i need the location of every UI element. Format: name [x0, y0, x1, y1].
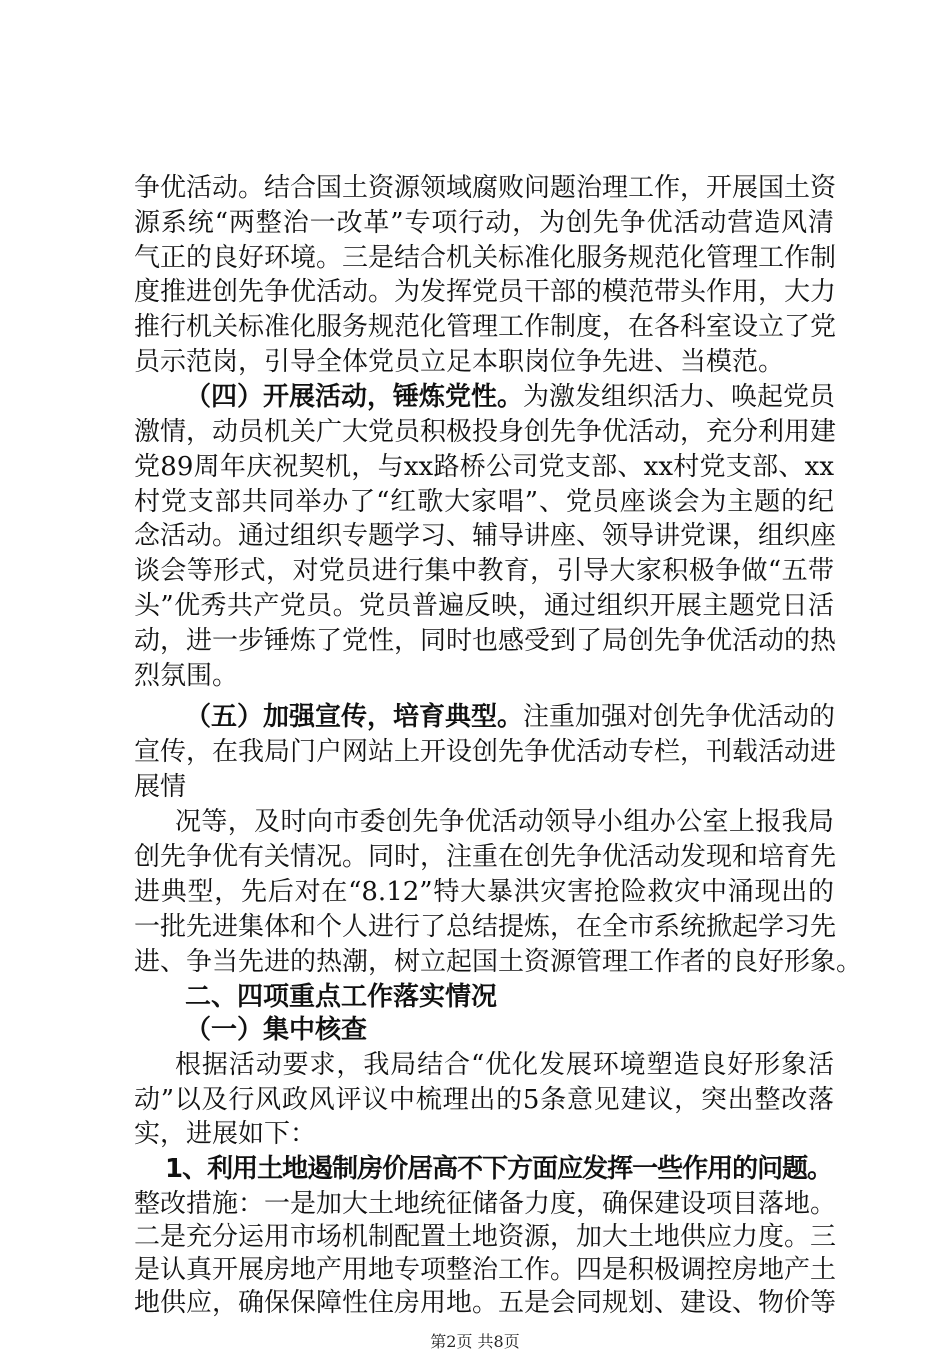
- body-line: 展情: [134, 772, 187, 802]
- body-line: 地供应，确保保障性住房用地。五是会同规划、建设、物价等: [134, 1288, 837, 1318]
- body-line: 宣传，在我局门户网站上开设创先争优活动专栏，刊载活动进: [134, 737, 837, 767]
- body-line: 况等，及时向市委创先争优活动领导小组办公室上报我局: [175, 807, 834, 837]
- section4-first-line: [185, 381, 834, 413]
- body-line: 争优活动。结合国土资源领域腐败问题治理工作，开展国土资: [134, 173, 837, 203]
- item1-title: 1、利用土地遏制房价居高不下方面应发挥一些作用的问题。: [165, 1154, 833, 1184]
- section5-first-text: 注重加强对创先争优活动的: [523, 702, 836, 732]
- body-line: 创先争优有关情况。同时，注重在创先争优活动发现和培育先: [134, 842, 837, 872]
- body-line: 二是充分运用市场机制配置土地资源，加大土地供应力度。三: [134, 1222, 837, 1252]
- body-line: 员示范岗，引导全体党员立足本职岗位争先进、当模范。: [134, 347, 785, 377]
- section4-first-text: 为激发组织活力、唤起党员: [523, 382, 836, 412]
- body-line: 激情，动员机关广大党员积极投身创先争优活动，充分利用建: [134, 417, 837, 447]
- body-line: 头”优秀共产党员。党员普遍反映，通过组织开展主题党日活: [134, 591, 834, 621]
- body-line: 实，进展如下：: [134, 1119, 317, 1149]
- body-line: 烈氛围。: [134, 661, 239, 691]
- body-line: 动”以及行风政风评议中梳理出的5条意见建议，突出整改落: [134, 1085, 834, 1115]
- body-line: 动，进一步锤炼了党性，同时也感受到了局创先争优活动的热: [134, 626, 837, 656]
- body-line: 谈会等形式，对党员进行集中教育，引导大家积极争做“五带: [134, 556, 834, 586]
- body-line: 村党支部共同举办了“红歌大家唱”、党员座谈会为主题的纪: [134, 487, 834, 517]
- section5-first-line: [185, 701, 834, 733]
- body-line: 推行机关标准化服务规范化管理工作制度，在各科室设立了党: [134, 312, 837, 342]
- body-line: 一批先进集体和个人进行了总结提炼，在全市系统掀起学习先: [134, 912, 837, 942]
- body-line: 是认真开展房地产用地专项整治工作。四是积极调控房地产土: [134, 1255, 837, 1285]
- section4-title: （四）开展活动，锤炼党性。: [185, 382, 524, 412]
- section5-title: （五）加强宣传，培育典型。: [185, 702, 524, 732]
- body-line: 进、争当先进的热潮，树立起国土资源管理工作者的良好形象。: [134, 947, 863, 977]
- part2-heading: 二、四项重点工作落实情况: [185, 982, 498, 1012]
- body-line: 进典型，先后对在“8.12”特大暴洪灾害抢险救灾中涌现出的: [134, 877, 834, 907]
- page-footer: 第2页 共8页: [430, 1332, 520, 1351]
- body-line: 源系统“两整治一改革”专项行动，为创先争优活动营造风清: [134, 208, 834, 238]
- part2-subheading: （一）集中核查: [185, 1015, 368, 1045]
- body-line: 根据活动要求，我局结合“优化发展环境塑造良好形象活: [175, 1050, 834, 1080]
- body-line: 气正的良好环境。三是结合机关标准化服务规范化管理工作制: [134, 243, 837, 273]
- body-line: 度推进创先争优活动。为发挥党员干部的模范带头作用，大力: [134, 277, 837, 307]
- body-line: 党89周年庆祝契机，与xx路桥公司党支部、xx村党支部、xx: [134, 452, 834, 482]
- body-line: 整改措施：一是加大土地统征储备力度，确保建设项目落地。: [134, 1189, 837, 1219]
- body-line: 念活动。通过组织专题学习、辅导讲座、领导讲党课，组织座: [134, 521, 837, 551]
